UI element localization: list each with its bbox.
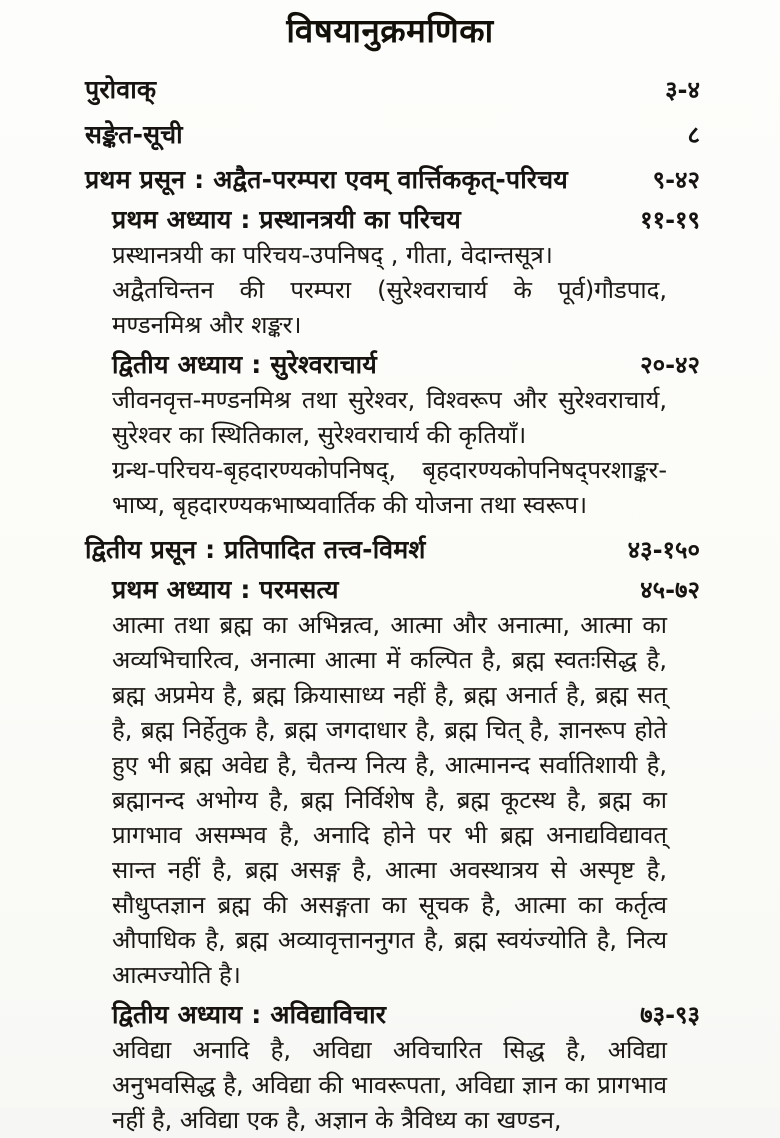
toc-entry — [112, 997, 700, 1033]
entry-description: आत्मा तथा ब्रह्म का अभिन्नत्व, आत्मा और अनात्मा, आत्मा का अव्यभिचारित्व, अनात्मा आत्मा में कल्पित है, ब्रह्म स्वतःसिद्ध है, ब्रह्म अप्रमेय है, ब्रह्म क्रियासाध्य नहीं है, ब्रह्म अनार्त है, ब्रह्म सत् है, ब्रह्म निर्हेतुक है, ब्रह्म जगदाधार है, ब्रह्म चित् है, ज्ञानरूप होते हुए भी ब्रह्म अवेद्य है, चैतन्य नित्य है, आत्मानन्द सर्वातिशायी है, ब्रह्मानन्द अभोग्य है, ब्रह्म निर्विशेष है, ब्रह्म कूटस्थ है, ब्रह्म का प्रागभाव असम्भव है, अनादि होने पर भी ब्रह्म अनाद्यविद्यावत् सान्त नहीं है, ब्रह्म असङ्ग है, आत्मा अवस्थात्रय से अस्पृष्ट है, सौधुप्तज्ञान ब्रह्म की असङ्गता का सूचक है, आत्मा का कर्तृत्व औपाधिक है, ब्रह्म अव्यावृत्ताननुगत है, ब्रह्म स्वयंज्योति है, नित्य आत्मज्योति है। — [112, 611, 667, 989]
toc-entry — [112, 347, 700, 383]
entry-page-range: ३-४ — [665, 76, 700, 104]
entry-label: द्वितीय अध्याय : सुरेश्वराचार्य — [112, 350, 377, 379]
toc-entry — [85, 532, 700, 568]
entry-description: जीवनवृत्त-मण्डनमिश्र तथा सुरेश्वर, विश्वरूप और सुरेश्वराचार्य, सुरेश्वर का स्थितिकाल, सुरेश्वराचार्य की कृतियाँ। — [112, 386, 667, 449]
toc-entry — [85, 162, 700, 198]
page-title: विषयानुक्रमणिका — [286, 11, 494, 50]
entry-description: अविद्या अनादि है, अविद्या अविचारित सिद्ध है, अविद्या अनुभवसिद्ध है, अविद्या की भावरूपता, अविद्या ज्ञान का प्रागभाव नहीं है, अविद्या एक है, अज्ञान के त्रैविध्य का खण्डन, — [112, 1036, 667, 1134]
toc-entry — [85, 117, 700, 153]
entry-label: प्रथम अध्याय : प्रस्थानत्रयी का परिचय — [112, 205, 461, 234]
entry-page-range: ८ — [687, 121, 700, 149]
entry-page-range: ४५-७२ — [640, 576, 700, 604]
entry-description: प्रस्थानत्रयी का परिचय-उपनिषद् , गीता, वेदान्तसूत्र। — [112, 241, 553, 269]
entry-label: द्वितीय अध्याय : अविद्याविचार — [112, 1000, 387, 1029]
entry-description: अद्वैतचिन्तन की परम्परा (सुरेश्वराचार्य के पूर्व)गौडपाद, मण्डनमिश्र और शङ्कर। — [112, 276, 667, 339]
toc-list — [0, 72, 780, 1138]
toc-entry — [112, 572, 700, 608]
entry-description: ग्रन्थ-परिचय-बृहदारण्यकोपनिषद्, बृहदारण्यकोपनिषद्परशाङ्कर-भाष्य, बृहदारण्यकभाष्यवार्तिक की योजना तथा स्वरूप। — [112, 456, 667, 519]
entry-page-range: ४३-१५० — [627, 536, 700, 564]
entry-label: पुरोवाक् — [85, 75, 157, 104]
entry-page-range: ७३-९३ — [640, 1001, 700, 1029]
toc-entry — [112, 202, 700, 238]
entry-label: प्रथम अध्याय : परमसत्य — [112, 575, 339, 604]
entry-page-range: ११-१९ — [640, 206, 700, 234]
entry-page-range: ९-४२ — [652, 166, 700, 194]
entry-label: सङ्केत-सूची — [85, 120, 183, 149]
entry-label: द्वितीय प्रसून : प्रतिपादित तत्त्व-विमर्श — [85, 535, 426, 564]
toc-entry — [85, 72, 700, 108]
entry-page-range: २०-४२ — [640, 351, 700, 379]
entry-label: प्रथम प्रसून : अद्वैत-परम्परा एवम् वार्त्तिककृत्-परिचय — [85, 165, 568, 194]
